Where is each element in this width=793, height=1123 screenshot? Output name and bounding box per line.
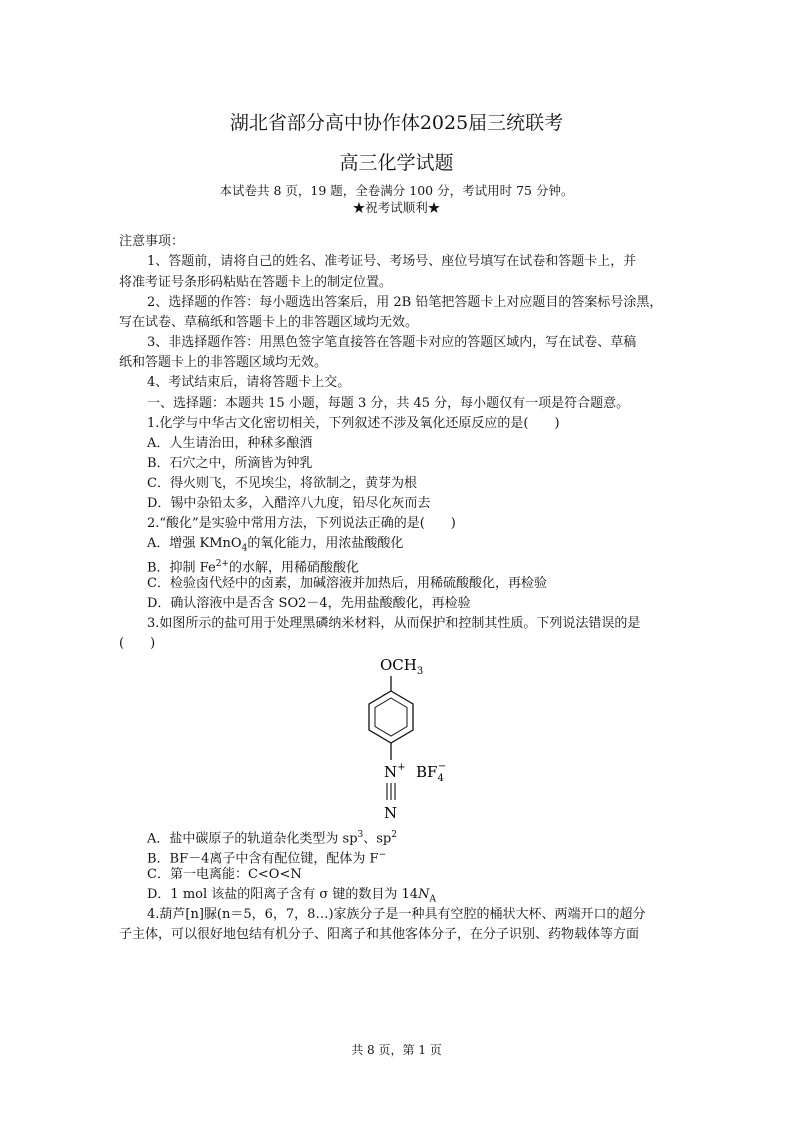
question-4-stem-cont: 子主体，可以很好地包结有机分子、阳离子和其他客体分子，在分子识别、药物载体等方面 [119, 927, 640, 942]
question-2-option-b: B．抑制 $Fe^{2+}$的水解，用稀硝酸酸化 [147, 559, 359, 576]
question-1-option-d: D．锡中杂铅太多，入醋淬八九度，铅尽化灰而去 [147, 496, 431, 511]
notice-item-4: 4、考试结束后，请将答题卡上交。 [147, 375, 351, 390]
question-2-option-d: D．确认溶液中是否含 SO2－4，先用盐酸酸化，再检验 [147, 596, 471, 611]
notice-item-2: 2、选择题的作答：每小题选出答案后，用 2B 铅笔把答题卡上对应题目的答案标号涂黑， [147, 295, 663, 310]
question-2-stem: 2.“酸化”是实验中常用方法，下列说法正确的是( ) [147, 516, 456, 531]
anion-bf4-label: $BF_4-$ [416, 761, 447, 784]
notice-item-1-cont: 将准考证号条形码粘贴在答题卡上的制定位置。 [119, 275, 393, 290]
question-2-option-a: A．增强 KMnO$_4$的氧化能力，用浓盐酸酸化 [147, 536, 404, 554]
benzene-ring [369, 691, 413, 743]
exam-wish: ★祝考试顺利★ [352, 200, 441, 215]
question-2-option-c: C．检验卤代烃中的卤素，加碱溶液并加热后，用稀硫酸酸化，再检验 [147, 576, 547, 591]
cation-n-label: N+ [384, 762, 406, 781]
exam-info: 本试卷共 8 页，19 题，全卷满分 100 分，考试用时 75 分钟。 [219, 183, 574, 198]
question-3-option-b: B．BF－4离子中含有配位键，配体为 F− [147, 850, 387, 867]
notice-heading: 注意事项： [119, 234, 185, 249]
question-1-option-a: A．人生请治田，种秫多酿酒 [147, 436, 313, 451]
question-3-option-d: D．1 mol 该盐的阳离子含有 σ 键的数目为 $14N_A$ [147, 887, 436, 905]
question-4-stem: 4.葫芦[n]脲(n＝5，6，7，8…)家族分子是一种具有空腔的桶状大杯、两端开口的超分 [147, 907, 646, 922]
notice-item-3: 3、非选择题作答：用黑色签字笔直接答在答题卡对应的答题区域内，写在试卷、草稿 [147, 335, 637, 350]
question-3-option-c: C．第一电离能：C<O<N [147, 867, 302, 882]
terminal-n-label: N [384, 804, 398, 822]
notice-item-2-cont: 写在试卷、草稿纸和答题卡上的非答题区域均无效。 [119, 315, 419, 330]
question-3-stem: 3.如图所示的盐可用于处理黑磷纳米材料，从而保护和控制其性质。下列说法错误的是 [147, 616, 641, 631]
question-3-stem-cont: ( ) [119, 636, 156, 651]
exam-subtitle: 高三化学试题 [339, 152, 454, 174]
section-heading: 一、选择题：本题共 15 小题，每题 3 分，共 45 分，每小题仅有一项是符合题意。 [147, 396, 630, 411]
page-footer: 共 8 页，第 1 页 [351, 1043, 442, 1057]
question-1-stem: 1.化学与中华古文化密切相关，下列叙述不涉及氧化还原反应的是( ) [147, 416, 560, 431]
question-1-option-c: C．得火则飞，不见埃尘，将欲制之，黄芽为根 [147, 476, 417, 491]
exam-title: 湖北省部分高中协作体2025届三统联考 [229, 112, 564, 134]
question-3-option-a: A．盐中碳原子的轨道杂化类型为 $sp^3$、$sp^2$ [147, 830, 397, 847]
notice-item-1: 1、答题前，请将自己的姓名、准考证号、考场号、座位号填写在试卷和答题卡上，并 [147, 254, 637, 269]
benzene-inner-ring [375, 698, 407, 736]
notice-item-3-cont: 纸和答题卡上的非答题区域均无效。 [119, 355, 328, 370]
methoxy-group-label: $OCH_3$ [380, 656, 424, 677]
question-1-option-b: B．石穴之中，所滴皆为钟乳 [147, 456, 313, 471]
diazonium-salt-structure [340, 650, 480, 825]
